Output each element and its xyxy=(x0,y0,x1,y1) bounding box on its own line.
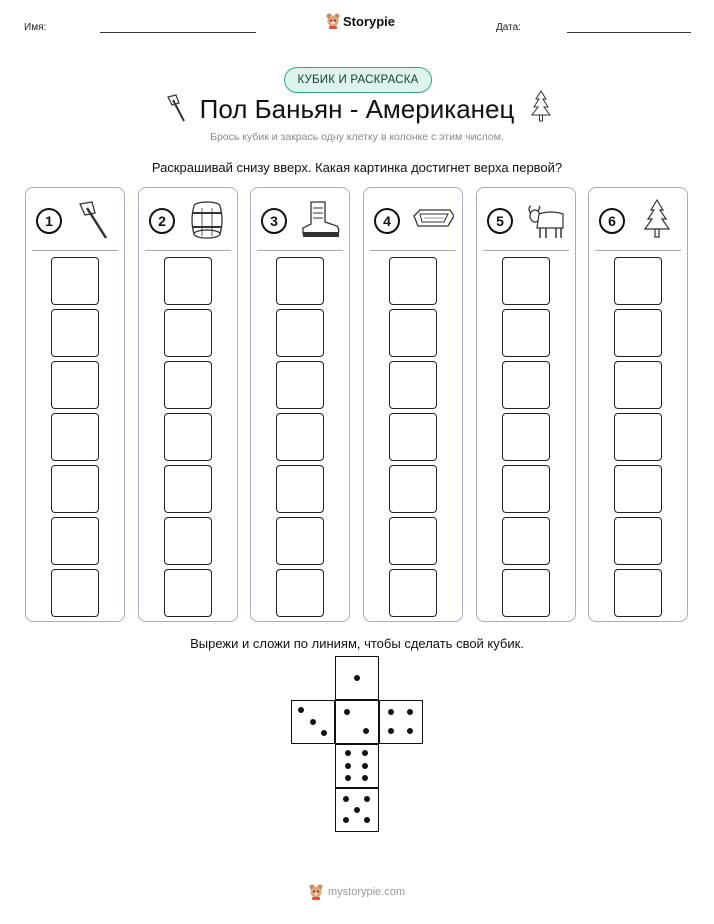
column-divider xyxy=(145,250,231,251)
footer-url: mystorypie.com xyxy=(327,886,406,898)
column-6 xyxy=(588,187,688,622)
pip xyxy=(310,719,316,725)
pip xyxy=(364,796,370,802)
dice-face-3 xyxy=(291,700,335,744)
color-cell[interactable] xyxy=(51,257,99,305)
color-cell[interactable] xyxy=(51,361,99,409)
brand-name: Storypie xyxy=(343,13,396,29)
dice-face-4 xyxy=(379,700,423,744)
color-cell[interactable] xyxy=(614,413,662,461)
color-cell[interactable] xyxy=(502,517,550,565)
pip xyxy=(345,763,351,769)
color-cell[interactable] xyxy=(614,517,662,565)
color-cell[interactable] xyxy=(614,257,662,305)
pip xyxy=(388,728,394,734)
pip xyxy=(344,709,350,715)
pip xyxy=(362,750,368,756)
column-1 xyxy=(25,187,125,622)
column-number: 2 xyxy=(149,208,175,234)
column-divider xyxy=(595,250,681,251)
color-cell[interactable] xyxy=(614,361,662,409)
color-cell[interactable] xyxy=(276,361,324,409)
color-cell[interactable] xyxy=(502,569,550,617)
color-cell[interactable] xyxy=(502,257,550,305)
cut-instruction: Вырежи и сложи по линиям, чтобы сделать свой кубик. xyxy=(190,636,524,651)
color-cell[interactable] xyxy=(164,517,212,565)
pip xyxy=(354,807,360,813)
axe-icon xyxy=(72,198,116,242)
pip xyxy=(388,709,394,715)
color-cell[interactable] xyxy=(502,465,550,513)
date-line[interactable] xyxy=(567,32,691,33)
pip xyxy=(407,709,413,715)
column-4 xyxy=(363,187,463,622)
color-cell[interactable] xyxy=(276,309,324,357)
color-cell[interactable] xyxy=(502,413,550,461)
activity-badge: КУБИК И РАСКРАСКА xyxy=(284,67,432,93)
color-cell[interactable] xyxy=(164,257,212,305)
dice-face-1 xyxy=(335,656,379,700)
footer xyxy=(0,884,714,900)
color-cell[interactable] xyxy=(164,309,212,357)
color-cell[interactable] xyxy=(502,361,550,409)
column-number: 6 xyxy=(599,208,625,234)
pip xyxy=(362,775,368,781)
pip xyxy=(345,750,351,756)
color-cell[interactable] xyxy=(389,413,437,461)
color-cell[interactable] xyxy=(614,465,662,513)
pip xyxy=(364,817,370,823)
baking-pan-icon xyxy=(410,198,454,242)
color-cell[interactable] xyxy=(614,569,662,617)
pine-tree-icon xyxy=(635,198,679,242)
column-divider xyxy=(32,250,118,251)
pip xyxy=(343,817,349,823)
color-cell[interactable] xyxy=(502,309,550,357)
name-label: Имя: xyxy=(24,22,47,33)
column-number: 1 xyxy=(36,208,62,234)
column-number: 3 xyxy=(261,208,287,234)
color-cell[interactable] xyxy=(51,569,99,617)
page-title: Пол Баньян - Американец xyxy=(199,94,515,124)
column-2 xyxy=(138,187,238,622)
pip xyxy=(345,775,351,781)
column-divider xyxy=(257,250,343,251)
pip xyxy=(362,763,368,769)
column-number: 5 xyxy=(487,208,513,234)
pip xyxy=(407,728,413,734)
color-cell[interactable] xyxy=(164,569,212,617)
color-cell[interactable] xyxy=(276,517,324,565)
name-line[interactable] xyxy=(100,32,256,33)
column-3 xyxy=(250,187,350,622)
pip xyxy=(354,675,360,681)
color-cell[interactable] xyxy=(164,413,212,461)
boot-icon xyxy=(297,198,341,242)
color-cell[interactable] xyxy=(389,309,437,357)
dice-face-6 xyxy=(335,744,379,788)
column-5 xyxy=(476,187,576,622)
pip xyxy=(321,730,327,736)
color-cell[interactable] xyxy=(389,517,437,565)
color-cell[interactable] xyxy=(51,517,99,565)
color-cell[interactable] xyxy=(276,257,324,305)
brand-logo xyxy=(326,13,395,29)
pip xyxy=(298,707,304,713)
color-cell[interactable] xyxy=(389,361,437,409)
column-divider xyxy=(370,250,456,251)
barrel-icon xyxy=(185,198,229,242)
color-cell[interactable] xyxy=(276,465,324,513)
color-cell[interactable] xyxy=(389,257,437,305)
coloring-instruction: Раскрашивай снизу вверх. Какая картинка достигнет верха первой? xyxy=(151,160,563,175)
color-cell[interactable] xyxy=(389,569,437,617)
ox-icon xyxy=(523,198,567,242)
color-cell[interactable] xyxy=(51,309,99,357)
column-number: 4 xyxy=(374,208,400,234)
color-cell[interactable] xyxy=(389,465,437,513)
color-cell[interactable] xyxy=(164,361,212,409)
bear-icon xyxy=(326,13,340,29)
color-cell[interactable] xyxy=(614,309,662,357)
dice-face-5 xyxy=(335,788,379,832)
color-cell[interactable] xyxy=(276,413,324,461)
pip xyxy=(343,796,349,802)
column-divider xyxy=(483,250,569,251)
page-subtitle: Брось кубик и закрась одну клетку в колонке с этим числом. xyxy=(210,131,504,143)
footer-bear-icon xyxy=(309,884,323,900)
pine-tree-icon xyxy=(530,89,552,123)
color-cell[interactable] xyxy=(164,465,212,513)
color-cell[interactable] xyxy=(276,569,324,617)
pip xyxy=(363,728,369,734)
color-cell[interactable] xyxy=(51,413,99,461)
dice-face-2 xyxy=(335,700,379,744)
color-cell[interactable] xyxy=(51,465,99,513)
date-label: Дата: xyxy=(496,22,521,33)
